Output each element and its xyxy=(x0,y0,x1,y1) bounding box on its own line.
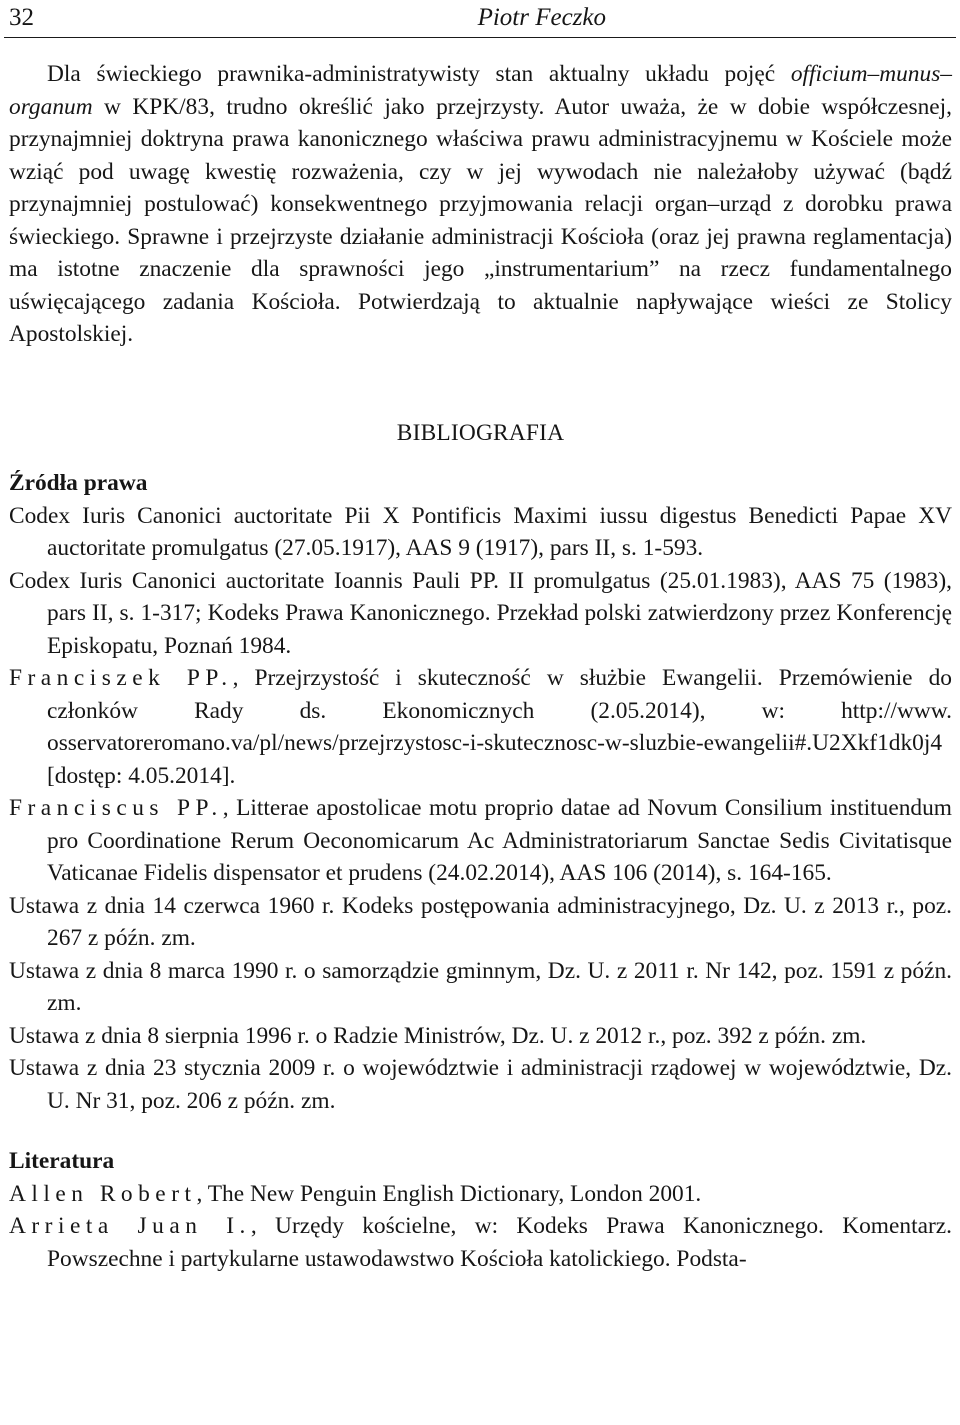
bibliography-heading: BIBLIOGRAFIA xyxy=(396,419,565,446)
sources-section-title: Źródła prawa xyxy=(9,470,148,496)
running-title: Piotr Feczko xyxy=(477,4,606,31)
entry-text: , Urzędy kościelne, w: Kodeks Prawa Kanonicznego. Komentarz. Powszechne i partykularne ustawodawstwo Kościoła katolickiego. Podsta- xyxy=(47,1213,952,1272)
literature-section-title: Literatura xyxy=(9,1148,115,1174)
section-spacer xyxy=(9,1117,952,1145)
entry-text: Ustawa z dnia 8 sierpnia 1996 r. o Radzie Ministrów, Dz. U. z 2012 r., poz. 392 z późn. zm. xyxy=(9,1022,867,1049)
page-content xyxy=(9,58,952,1275)
entry-text: Ustawa z dnia 8 marca 1990 r. o samorządzie gminnym, Dz. U. z 2011 r. Nr 142, poz. 1591 z późn. zm. xyxy=(9,957,952,1016)
bibliography-entry xyxy=(9,1178,952,1211)
sources-list xyxy=(9,500,952,1118)
entry-author: Arrieta Juan I. xyxy=(9,1213,251,1239)
bibliography-entry xyxy=(9,1210,952,1275)
bibliography-entry xyxy=(9,792,952,890)
literature-list xyxy=(9,1178,952,1276)
bibliography-entry xyxy=(9,565,952,663)
entry-author: Franciszek PP. xyxy=(9,665,233,691)
header-divider xyxy=(4,37,956,38)
entry-text: Ustawa z dnia 23 stycznia 2009 r. o województwie i administracji rządowej w województwie, Dz. U. Nr 31, poz. 206 z późn. zm. xyxy=(9,1055,952,1114)
entry-author: Allen Robert xyxy=(9,1180,197,1207)
bibliography-entry xyxy=(9,1020,952,1053)
entry-text: Codex Iuris Canonici auctoritate Pii X Pontificis Maximi iussu digestus Benedicti Papae XV auctoritate promulgatus (27.05.1917), AAS 9 (1917), pars II, s. 1-593. xyxy=(9,502,952,561)
entry-text: , Litterae apostolicae motu proprio datae ad Novum Consilium instituendum pro Coordinatione Rerum Oeconomicarum Ac Administratoriarum Sanctae Sedis Civitatisque Vaticanae Fidelis dispensator et prudens (24.02.2014), AAS 106 (2014), s. 164-165. xyxy=(47,795,952,886)
bibliography-entry xyxy=(9,890,952,955)
bibliography-entry xyxy=(9,955,952,1020)
entry-text: , The New Penguin English Dictionary, London 2001. xyxy=(196,1180,702,1207)
entry-text: Ustawa z dnia 14 czerwca 1960 r. Kodeks postępowania administracyjnego, Dz. U. z 2013 r., poz. 267 z późn. zm. xyxy=(9,892,952,951)
body-paragraph xyxy=(9,58,952,351)
entry-text: Codex Iuris Canonici auctoritate Ioannis Pauli PP. II promulgatus (25.01.1983), AAS 75 (1983), pars II, s. 1-317; Kodeks Prawa Kanonicznego. Przekład polski zatwierdzony przez Konferencję Episkopatu, Poznań 1984. xyxy=(9,567,952,659)
bibliography-entry xyxy=(9,1052,952,1117)
bibliography-entry xyxy=(9,662,952,792)
entry-text: , Przejrzystość i skuteczność w służbie Ewangelii. Przemówienie do członków Rady ds. Ekonomicznych (2.05.2014), w: http://www. osservatoreromano.va/pl/news/przejrzystosc-i-skutecznosc-w-sluzbie-ewangelii#.U2Xkf1dk0j4 [dostęp: 4.05.2014]. xyxy=(47,665,952,789)
paragraph-text-end: w KPK/83, trudno określić jako przejrzysty. Autor uważa, że w dobie współczesnej, przynajmniej doktryna prawa kanonicznego właściwa prawu administracyjnemu w Kościele może wziąć pod uwagę kwestię rozważenia, czy w jej wywodach nie należałoby używać (bądź przynajmniej postulować) konsekwentnego przyjmowania relacji organ–urząd z dorobku prawa świeckiego. Sprawne i przejrzyste działanie administracji Kościoła (oraz jej prawna reglamentacja) ma istotne znaczenie dla sprawności jego „instrumentarium” na rzecz fundamentalnego uświęcającego zadania Kościoła. Potwierdzają to aktualnie napływające wieści ze Stolicy Apostolskiej. xyxy=(9,93,952,347)
paragraph-text-start: Dla świeckiego prawnika-administratywisty stan aktualny układu pojęć xyxy=(47,61,791,87)
page-number: 32 xyxy=(9,4,34,31)
paragraph-italic-term: officium–munus–organum xyxy=(9,61,952,120)
entry-author: Franciscus PP. xyxy=(9,795,223,821)
page-header xyxy=(9,0,956,36)
bibliography-entry xyxy=(9,500,952,565)
